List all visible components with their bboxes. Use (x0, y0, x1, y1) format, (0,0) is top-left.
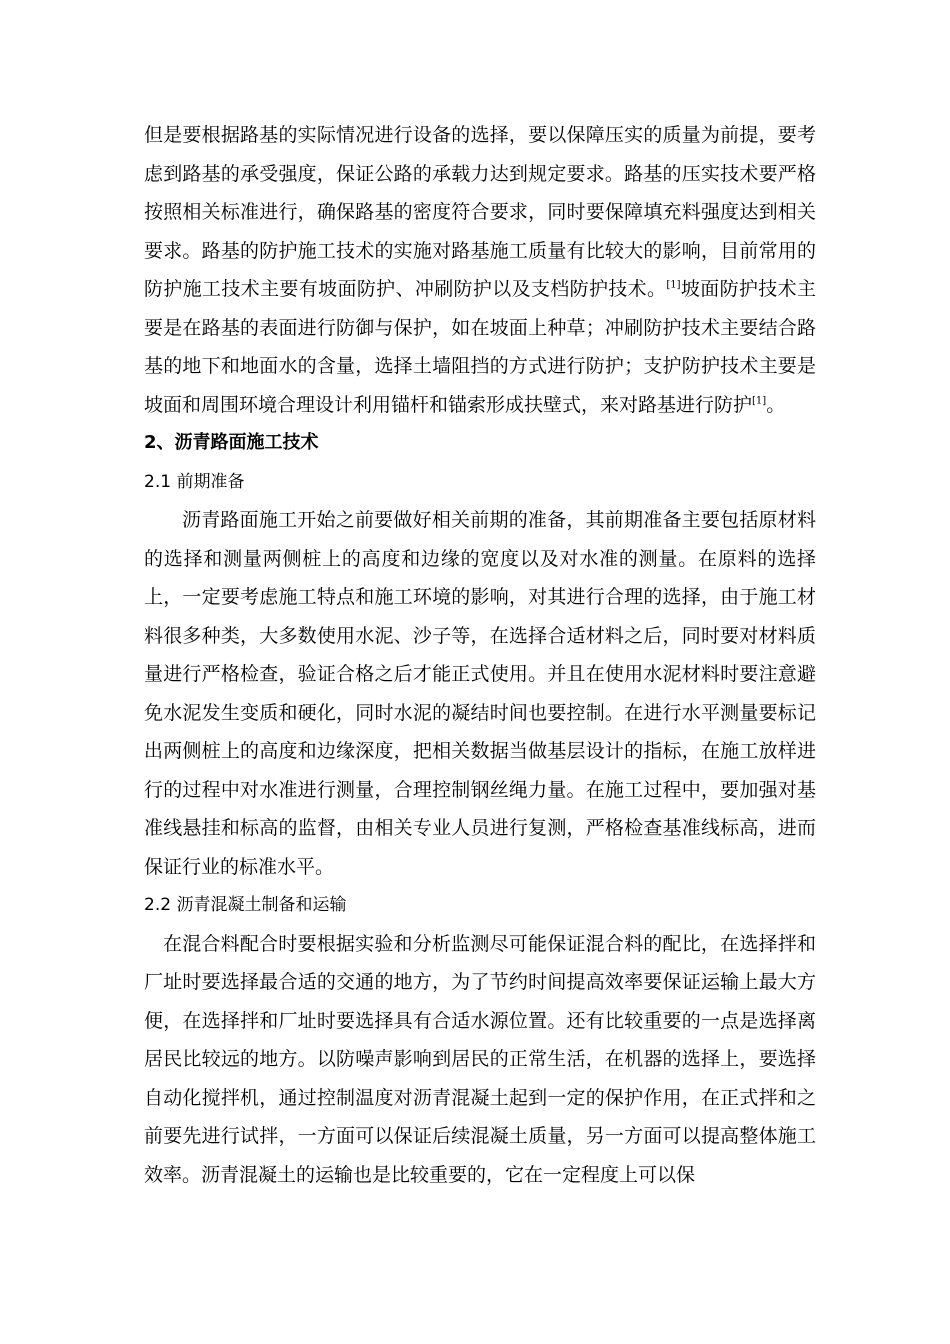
citation-marker: [1] (666, 279, 681, 291)
subsection-heading: 2.1 前期准备 (144, 471, 245, 492)
section-heading: 2、沥青路面施工技术 (144, 432, 319, 453)
citation-marker: [1] (752, 395, 767, 407)
document-body (144, 116, 816, 1194)
paragraph-preparation: 沥青路面施工开始之前要做好相关前期的准备，其前期准备主要包括原材料的选择和测量两侧桩上的高度和边缘的宽度以及对水准的测量。在原料的选择上，一定要考虑施工特点和施工环境的影响，对其进行合理的选择，由于施工材料很多种类，大多数使用水泥、沙子等，在选择合适材料之后，同时要对材料质量进行严格检查，验证合格之后才能正式使用。并且在使用水泥材料时要注意避免水泥发生变质和硬化，同时水泥的凝结时间也要控制。在进行水平测量要标记出两侧桩上的高度和边缘深度，把相关数据当做基层设计的指标，在施工放样进行的过程中对水准进行测量，合理控制钢丝绳力量。在施工过程中，要加强对基准线悬挂和标高的监督，由相关专业人员进行复测，严格检查基准线标高，进而保证行业的标准水平。 (144, 509, 816, 878)
paragraph-text: 。 (766, 393, 786, 416)
subsection-heading: 2.2 沥青混凝土制备和运输 (144, 895, 347, 915)
paragraph-mixing-transport: 在混合料配合时要根据实验和分析监测尽可能保证混合料的配比，在选择拌和厂址时要选择最合适的交通的地方，为了节约时间提高效率要保证运输上最大方便，在选择拌和厂址时要选择具有合适水源位置。还有比较重要的一点是选择离居民比较远的地方。以防噪声影响到居民的正常生活，在机器的选择上，要选择自动化搅拌机，通过控制温度对沥青混凝土起到一定的保护作用，在正式拌和之前要先进行试拌，一方面可以保证后续混凝土质量，另一方面可以提高整体施工效率。沥青混凝土的运输也是比较重要的，它在一定程度上可以保 (144, 932, 816, 1186)
paragraph-subgrade-protection (144, 116, 816, 424)
paragraph-text: 坡面防护技术主要是在路基的表面进行防御与保护，如在坡面上种草；冲刷防护技术主要结合路基的地下和地面水的含量，选择土墙阻挡的方式进行防护；支护防护技术主要是坡面和周围环境合理设计利用锚杆和锚索形成扶壁式，来对路基进行防护 (144, 278, 816, 416)
paragraph-text: 但是要根据路基的实际情况进行设备的选择，要以保障压实的质量为前提，要考虑到路基的承受强度，保证公路的承载力达到规定要求。路基的压实技术要严格按照相关标准进行，确保路基的密度符合要求，同时要保障填充料强度达到相关要求。路基的防护施工技术的实施对路基施工质量有比较大的影响，目前常用的防护施工技术主要有坡面防护、冲刷防护以及支档防护技术。 (144, 124, 816, 300)
